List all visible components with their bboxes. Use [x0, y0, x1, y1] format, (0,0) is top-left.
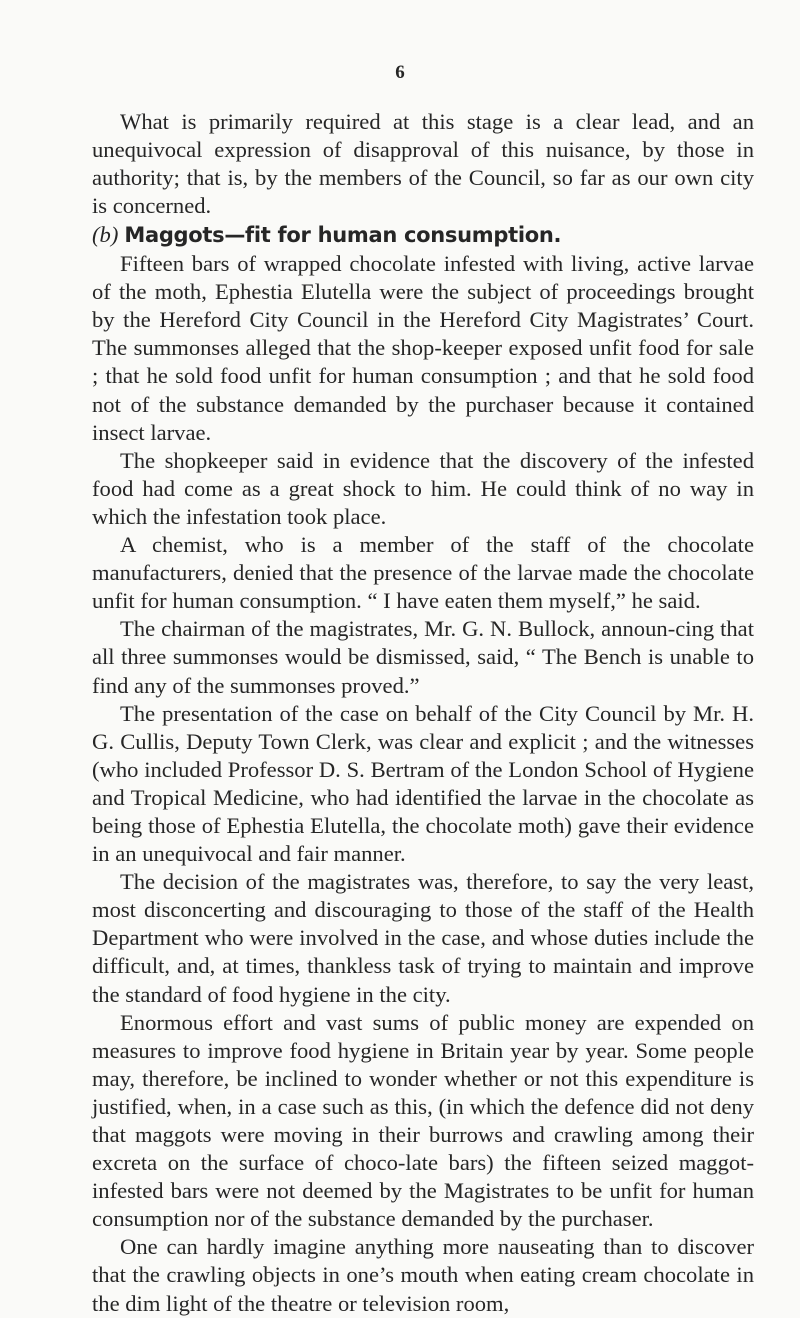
section-letter: (b)	[92, 222, 119, 247]
paragraph-shopkeeper: The shopkeeper said in evidence that the discovery of the infested food had come as a great shock to him. He could think of no way in which the infestation took place.	[92, 447, 754, 529]
paragraph-decision: The decision of the magistrates was, therefore, to say the very least, most disconcerting and discouraging to those of the staff of the Health Department who were involved in the case, and whose duties include the difficult, and, at times, thankless task of trying to maintain and improve the standard of food hygiene in the city.	[92, 869, 754, 1007]
intro-block	[92, 108, 754, 220]
section-heading	[92, 221, 754, 249]
paragraph-chemist: A chemist, who is a member of the staff of the chocolate manufacturers, denied that the presence of the larvae made the chocolate unfit for human consumption. “ I have eaten them myself,” he said.	[92, 532, 754, 614]
paragraph-expenditure: Enormous effort and vast sums of public money are expended on measures to improve food hygiene in Britain year by year. Some people may, therefore, be inclined to wonder whether or not this expenditure is justified, when, in a case such as this, (in which the defence did not deny that maggots were moving in their burrows and crawling among their excreta on the surface of choco-late bars) the fifteen seized maggot-infested bars were not deemed by the Magistrates to be unfit for human consumption nor of the substance demanded by the purchaser.	[92, 1009, 754, 1232]
section-title: Maggots—fit for human consumption.	[124, 223, 562, 247]
page-number: 6	[395, 62, 405, 83]
paragraph-nauseating: One can hardly imagine anything more nauseating than to discover that the crawling objects in one’s mouth when eating cream chocolate in the dim light of the theatre or television room,	[92, 1234, 754, 1316]
paragraph-presentation: The presentation of the case on behalf of the City Council by Mr. H. G. Cullis, Deputy Town Clerk, was clear and explicit ; and the witnesses (who included Professor D. S. Bertram of the London School of Hygiene and Tropical Medicine, who had identified the larvae in the chocolate as being those of Ephestia Elutella, the chocolate moth) gave their evidence in an unequivocal and fair manner.	[92, 700, 754, 867]
paragraph-fifteen-bars: Fifteen bars of wrapped chocolate infested with living, active larvae of the moth, Ephestia Elutella were the subject of proceedings brought by the Hereford City Council in the Hereford City Magistrates’ Court. The summonses alleged that the shop-keeper exposed unfit food for sale ; that he sold food unfit for human consumption ; and that he sold food not of the substance demanded by the purchaser because it contained insect larvae.	[92, 251, 754, 445]
section-b	[92, 221, 754, 1318]
paragraph-chairman: The chairman of the magistrates, Mr. G. N. Bullock, announ-cing that all three summonses would be dismissed, said, “ The Bench is unable to find any of the summonses proved.”	[92, 616, 754, 698]
intro-paragraph: What is primarily required at this stage is a clear lead, and an unequivocal expression of disapproval of this nuisance, by those in authority; that is, by the members of the Council, so far as our own city is concerned.	[92, 109, 754, 219]
